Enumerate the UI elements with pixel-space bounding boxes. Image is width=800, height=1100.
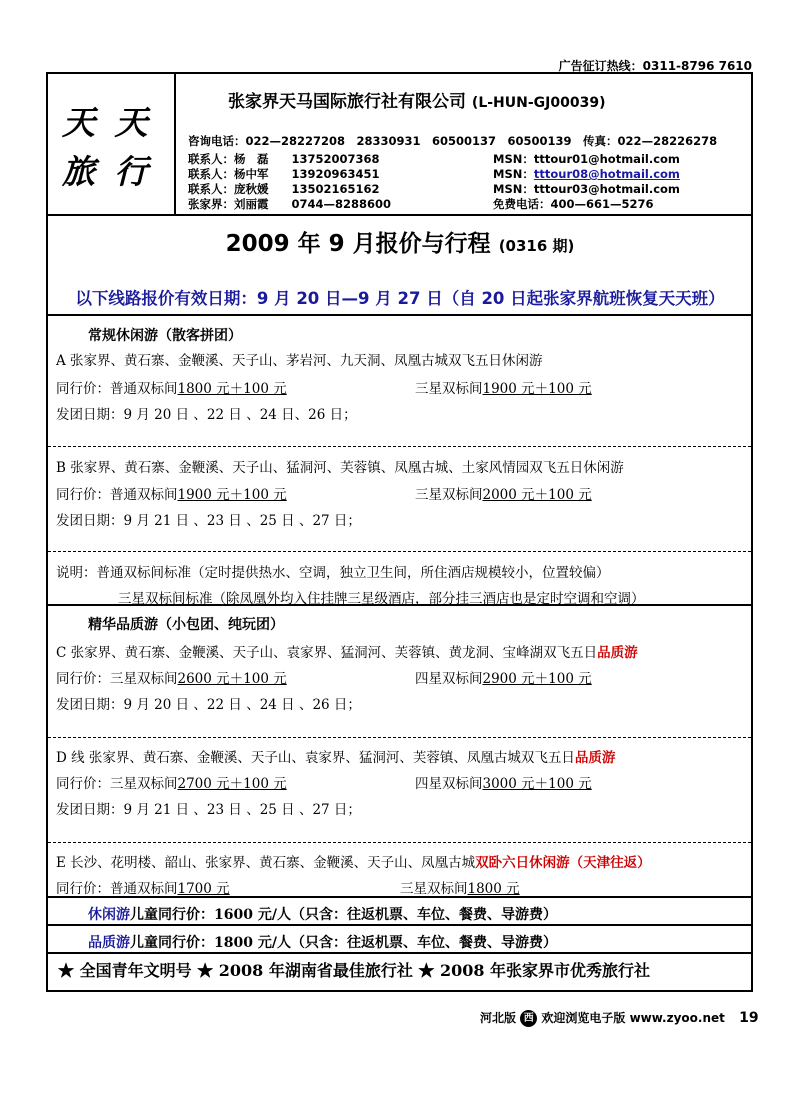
honors-banner: ★ 全国青年文明号 ★ 2008 年湖南省最佳旅行社 ★ 2008 年张家界市优秀旅行社 <box>58 961 651 980</box>
company-name <box>228 87 605 112</box>
contact-row: 联系人：杨 磊 13752007368 <box>188 152 380 166</box>
msn-link[interactable]: tttour08@hotmail.com <box>533 167 680 181</box>
title-divider <box>48 314 751 316</box>
route-d-price-three-star: 2700 元＋100 元 <box>177 776 287 792</box>
route-e-price-standard: 1700 元 <box>177 881 230 897</box>
route-d-tag: 品质游 <box>574 750 616 766</box>
route-e-title: E 长沙、花明楼、韶山、张家界、黄石寨、金鞭溪、天子山、凤凰古城双卧六日休闲游（天津往返） <box>56 855 651 871</box>
msn-address[interactable]: tttour01@hotmail.com <box>533 152 680 166</box>
route-e-price-three-star: 三星双标间1800 元 <box>400 881 520 897</box>
title-main: 2009 年 9 月报价与行程 <box>225 231 491 257</box>
notes-line-2: 三星双标间标准（除凤凰外均入住挂牌三星级酒店，部分挂三酒店也是定时空调和空调） <box>118 591 645 607</box>
route-d-price-row: 同行价：三星双标间2700 元＋100 元 <box>56 776 287 792</box>
edition-label: 河北版 <box>480 1011 517 1025</box>
child-price-leisure: 休闲游儿童同行价：1600 元/人（只含：往返机票、车位、餐费、导游费） <box>88 907 557 923</box>
ad-hotline: 广告征订热线：0311-8796 7610 <box>558 59 752 73</box>
page-title <box>0 225 800 258</box>
notes-line-1: 说明：普通双标间标准（定时提供热水、空调，独立卫生间，所住酒店规模较小，位置较偏） <box>56 565 610 581</box>
contact-row: 联系人：杨中军 13920963451 <box>188 167 380 181</box>
child-price-quality: 品质游儿童同行价：1800 元/人（只含：往返机票、车位、餐费、导游费） <box>88 935 557 951</box>
route-a-title: A 张家界、黄石寨、金鞭溪、天子山、茅岩河、九天洞、凤凰古城双飞五日休闲游 <box>56 353 543 369</box>
leisure-heading: 常规休闲游（散客拼团） <box>88 328 242 344</box>
contact-row: 张家界：刘丽霞 0744—8288600 <box>188 197 392 211</box>
free-phone-row: 免费电话：400—661—5276 <box>493 197 654 211</box>
edition-badge-icon: 西 <box>520 1010 537 1027</box>
logo-line-2: 旅 行 <box>62 152 152 191</box>
route-c-title: C 张家界、黄石寨、金鞭溪、天子山、袁家界、猛洞河、芙蓉镇、黄龙洞、宝峰湖双飞五日品质游 <box>56 645 638 661</box>
route-c-price-row: 同行价：三星双标间2600 元＋100 元 <box>56 671 287 687</box>
header-divider <box>48 214 751 216</box>
route-a-dates: 发团日期：9 月 20 日 、22 日 、24 日、26 日； <box>56 407 357 423</box>
quality-heading: 精华品质游（小包团、纯玩团） <box>88 617 284 633</box>
company-license-code: (L-HUN-GJ00039) <box>471 95 606 111</box>
company-name-text: 张家界天马国际旅行社有限公司 <box>228 92 466 112</box>
free-phone-number: 400—661—5276 <box>550 197 654 211</box>
logo-divider <box>174 74 176 214</box>
separator-de <box>48 842 751 843</box>
route-e-price-row: 同行价：普通双标间1700 元 <box>56 881 230 897</box>
route-b-price-row: 同行价：普通双标间1900 元＋100 元 <box>56 487 287 503</box>
title-issue: (0316 期) <box>498 237 575 255</box>
route-a-price-three-star: 三星双标间1900 元＋100 元 <box>415 381 592 397</box>
route-c-tag: 品质游 <box>597 645 638 661</box>
browse-link[interactable]: 欢迎浏览电子版 www.zyoo.net <box>541 1011 725 1025</box>
route-c-price-three-star: 2600 元＋100 元 <box>177 671 287 687</box>
page-footer <box>480 1009 759 1027</box>
route-c-price-four-star: 四星双标间2900 元＋100 元 <box>415 671 592 687</box>
separator-honors <box>48 952 751 954</box>
route-b-dates: 发团日期：9 月 21 日 、23 日 、25 日 、27 日； <box>56 513 361 529</box>
msn-row: MSN：tttour08@hotmail.com <box>493 167 680 181</box>
phone-fax-row: 咨询电话：022—28227208 28330931 60500137 60500139 传真：022—28226278 <box>188 134 718 148</box>
logo-line-1: 天 天 <box>62 103 152 142</box>
route-d-dates: 发团日期：9 月 21 日 、23 日 、25 日 、27 日； <box>56 802 361 818</box>
separator-kids <box>48 924 751 926</box>
separator-ab <box>48 446 751 447</box>
route-b-price-three-star: 三星双标间2000 元＋100 元 <box>415 487 592 503</box>
route-a-price-row: 同行价：普通双标间1800 元＋100 元 <box>56 381 287 397</box>
separator-cd <box>48 737 751 738</box>
msn-row: MSN：tttour01@hotmail.com <box>493 152 680 166</box>
msn-address[interactable]: tttour03@hotmail.com <box>533 182 680 196</box>
route-d-price-four-star: 四星双标间3000 元＋100 元 <box>415 776 592 792</box>
route-b-price-standard: 1900 元＋100 元 <box>177 487 287 503</box>
route-b-title: B 张家界、黄石寨、金鞭溪、天子山、猛洞河、芙蓉镇、凤凰古城、土家风情园双飞五日休闲游 <box>56 460 624 476</box>
route-e-tag: 双卧六日休闲游（天津往返） <box>475 855 651 871</box>
validity-notice: 以下线路报价有效日期：9 月 20 日—9 月 27 日（自 20 日起张家界航班恢复天天班） <box>75 289 725 308</box>
separator-b-notes <box>48 551 751 552</box>
route-d-title: D 线 张家界、黄石寨、金鞭溪、天子山、袁家界、猛洞河、芙蓉镇、凤凰古城双飞五日品质游 <box>56 750 616 766</box>
page-number: 19 <box>739 1010 759 1026</box>
msn-row: MSN：tttour03@hotmail.com <box>493 182 680 196</box>
contact-row: 联系人：庞秋媛 13502165162 <box>188 182 380 196</box>
route-a-price-standard: 1800 元＋100 元 <box>177 381 287 397</box>
route-c-dates: 发团日期：9 月 20 日 、22 日 、24 日 、26 日； <box>56 697 361 713</box>
right-inner-border <box>751 314 753 926</box>
